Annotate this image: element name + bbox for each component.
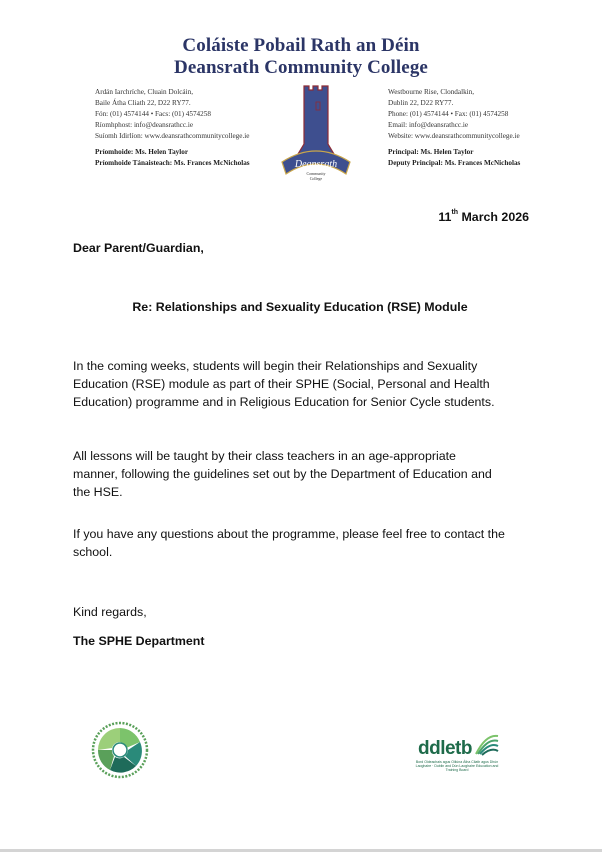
principal-line: Principal: Ms. Helen Taylor: [388, 148, 474, 156]
crest-banner-text: Deansrath: [294, 159, 338, 170]
address-line: Ardán Iarchríche, Cluain Dolcáin,: [95, 88, 193, 96]
deputy-principal-line: Deputy Principal: Ms. Frances McNicholas: [388, 159, 521, 167]
english-contact-block: [388, 87, 520, 169]
signature: The SPHE Department: [73, 634, 205, 648]
address-line: Baile Átha Cliath 22, D22 RY77.: [95, 99, 191, 107]
ddletb-subtext: Bord Oideachais agus Oiliúna Átha Cliath agus Dhún Laoghaire · Dublin and Dún Laoghaire Education and Training Board: [415, 760, 499, 772]
paragraph-2: All lessons will be taught by their class teachers in an age-appropriate manner, following the guidelines set out by the Department of Education and the HSE.: [73, 449, 492, 499]
svg-text:Community: Community: [306, 171, 326, 176]
college-name-english: Deansrath Community College: [174, 57, 428, 78]
email-line: Email: info@deansrathcc.ie: [388, 121, 469, 129]
ddletb-wordmark: ddletb: [418, 738, 472, 759]
subject-line: Re: Relationships and Sexuality Education (RSE) Module: [132, 300, 468, 314]
irish-contact-block: [95, 87, 250, 169]
ddletb-swirl-icon: [472, 732, 500, 758]
paragraph-3: If you have any questions about the programme, please feel free to contact the school.: [73, 527, 505, 559]
email-line: Ríomhphost: info@deansrathcc.ie: [95, 121, 194, 129]
address-line: Westbourne Rise, Clondalkin,: [388, 88, 475, 96]
salutation: Dear Parent/Guardian,: [73, 241, 204, 255]
ddletb-logo: [412, 732, 502, 772]
closing: Kind regards,: [73, 605, 147, 619]
phone-line: Fón: (01) 4574144 • Facs: (01) 4574258: [95, 110, 211, 118]
college-name-irish: Coláiste Pobail Rath an Déin: [182, 35, 420, 56]
website-line: Suíomh Idirlíon: www.deansrathcommunitycollege.ie: [95, 132, 250, 140]
co-educational-logo-icon: [90, 720, 150, 780]
principal-line: Príomhoide: Ms. Helen Taylor: [95, 148, 189, 156]
college-crest-icon: [276, 82, 356, 182]
website-line: Website: www.deansrathcommunitycollege.ie: [388, 132, 520, 140]
address-line: Dublin 22, D22 RY77.: [388, 99, 454, 107]
paragraph-1: In the coming weeks, students will begin their Relationships and Sexuality Education (RSE) module as part of their SPHE (Social, Personal and Health Education) programme and in Religious Education for Senior Cycle students.: [73, 359, 495, 409]
phone-line: Phone: (01) 4574144 • Fax: (01) 4574258: [388, 110, 509, 118]
svg-text:College: College: [309, 176, 323, 181]
letter-date: 11th March 2026: [438, 209, 529, 224]
deputy-principal-line: Príomhoide Tánaisteach: Ms. Frances McNicholas: [95, 159, 250, 167]
